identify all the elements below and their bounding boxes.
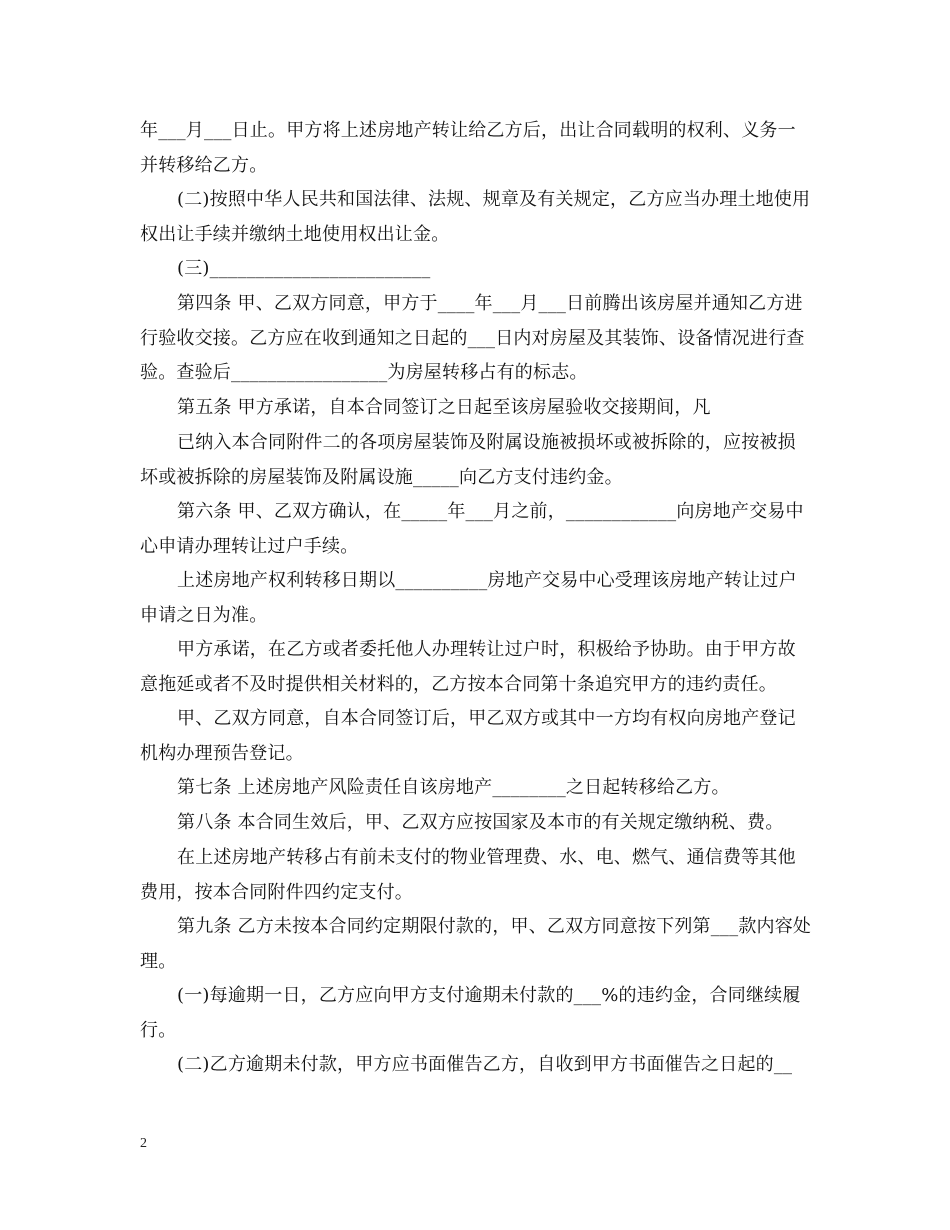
paragraph-article-8: 第八条 本合同生效后，甲、乙双方应按国家及本市的有关规定缴纳税、费。 xyxy=(177,812,784,833)
paragraph-article-6: 第六条 甲、乙双方确认，在_____年___月之前，____________向房地产交易中心申请办理转让过户手续。 xyxy=(140,501,804,557)
paragraph-fees: 在上述房地产转移占有前未支付的物业管理费、水、电、燃气、通信费等其他费用，按本合同附件四约定支付。 xyxy=(140,847,796,903)
paragraph-pre-registration: 甲、乙双方同意，自本合同签订后，甲乙双方或其中一方均有权向房地产登记机构办理预告登记。 xyxy=(140,708,796,764)
paragraph-article-7: 第七条 上述房地产风险责任自该房地产________之日起转移给乙方。 xyxy=(177,777,730,798)
paragraph-transfer-date: 上述房地产权利转移日期以__________房地产交易中心受理该房地产转让过户申请之日为准。 xyxy=(140,570,797,626)
paragraph-article-9: 第九条 乙方未按本合同约定期限付款的，甲、乙双方同意按下列第___款内容处理。 xyxy=(140,916,812,972)
paragraph-party-a-promise: 甲方承诺，在乙方或者委托他人办理转让过户时，积极给予协助。由于甲方故意拖延或者不及时提供相关材料的，乙方按本合同第十条追究甲方的违约责任。 xyxy=(140,639,796,695)
paragraph-clause-2-2: (二)按照中华人民共和国法律、法规、规章及有关规定，乙方应当办理土地使用权出让手续并缴纳土地使用权出让金。 xyxy=(140,189,811,245)
paragraph-clause-9-2: (二)乙方逾期未付款，甲方应书面催告乙方，自收到甲方书面催告之日起的__ xyxy=(177,1054,793,1075)
paragraph-clause-9-1: (一)每逾期一日，乙方应向甲方支付逾期未付款的___%的违约金，合同继续履行。 xyxy=(140,985,801,1041)
paragraph-article-4: 第四条 甲、乙双方同意，甲方于____年___月___日前腾出该房屋并通知乙方进行验收交接。乙方应在收到通知之日起的___日内对房屋及其装饰、设备情况进行查验。查验后_________________为房屋转移占有的标志。 xyxy=(140,293,805,383)
paragraph-continuation: 年___月___日止。甲方将上述房地产转让给乙方后，出让合同载明的权利、义务一并转移给乙方。 xyxy=(140,120,796,176)
paragraph-article-5: 第五条 甲方承诺，自本合同签订之日起至该房屋验收交接期间，凡 xyxy=(177,397,711,418)
paragraph-article-5-cont: 已纳入本合同附件二的各项房屋装饰及附属设施被损坏或被拆除的，应按被损坏或被拆除的房屋装饰及附属设施_____向乙方支付违约金。 xyxy=(140,432,796,488)
page-number: 2 xyxy=(140,1136,147,1151)
paragraph-clause-2-3: (三)________________________ xyxy=(177,258,431,279)
